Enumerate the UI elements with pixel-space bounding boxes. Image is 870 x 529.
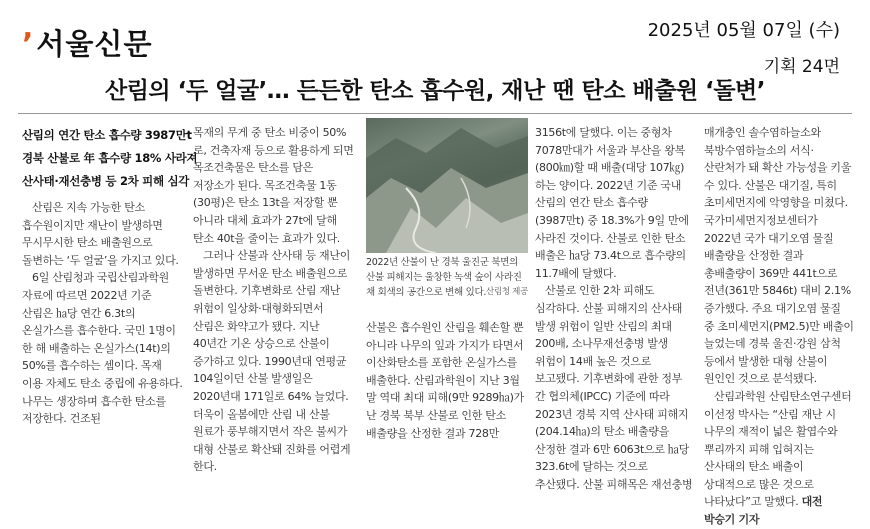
article-column-2	[193, 124, 355, 474]
photo-credit: 산림청 제공	[486, 287, 528, 297]
photo-caption	[366, 255, 528, 300]
burned-mountain-photo-illustration	[366, 118, 528, 253]
lead-summary	[22, 124, 198, 193]
paragraph	[704, 388, 854, 529]
publication-date: 2025년 05월 07일 (수)	[647, 20, 840, 41]
paragraph-text: 산림과학원 산림탄소연구센터 이선정 박사는 “산림 재난 시 나무의 재적이 넓은 활엽수와 뿌리까지 피해 입혀지는 산사태의 탄소 배출이 상대적으로 많은 것으로 나타났다”고 말했다.	[704, 389, 852, 509]
byline: 대전 박승기 기자	[704, 495, 823, 527]
masthead-name: 서울신문	[36, 27, 153, 61]
paragraph: 그러나 산불과 산사태 등 재난이 발생하면 무서운 탄소 배출원으로 돌변한다. 기후변화로 산림 재난 위험이 일상화·대형화되면서 산림은 화약고가 됐다. 지난 40년간 기온 상승으로 산불이 증가하고 있다. 1990년대 연평균 104일이던 산불 발생일은 2020년대 171일로 64% 늘었다. 더욱이 올봄에만 산림 내 산불 원료가 풍부해지면서 작은 불씨가 대형 산불로 확산돼 진화를 어렵게 한다.	[193, 249, 351, 474]
article-column-3	[366, 319, 528, 445]
lead-line: 경북 산불로 年 흡수량 18% 사라져	[22, 151, 198, 165]
article-column-1	[22, 124, 198, 445]
headline-divider	[18, 113, 852, 114]
paragraph: 산불로 인한 2차 피해도 심각하다. 산불 피해지의 산사태 발생 위험이 일반 산림의 최대 200배, 소나무재선충병 발생 위험이 14배 높은 것으로 보고됐다. 기후변화에 관한 정부 간 협의체(IPCC) 기준에 따라 2023년 경북 지역 산사태 피해지(204.14㏊)의 탄소 배출량을 산정한 결과 6만 6063t으로 ㏊당 323.6t에 달하는 것으로 추산됐다. 산불 피해목은 재선충병	[535, 284, 693, 491]
lead-line: 산사태·재선충병 등 2차 피해 심각	[22, 174, 190, 188]
paragraph: 6일 산림청과 국립산림과학원 자료에 따르면 2022년 기준 산림은 ㏊당 연간 6.3t의 온실가스를 흡수한다. 국민 1명이 한 해 배출하는 온실가스(14t)의 50%를 흡수하는 셈이다. 목재 이용 자체도 탄소 중립에 유용하다. 나무는 생장하며 흡수한 탄소를 저장한다. 건조된	[22, 271, 183, 426]
lead-line: 산림의 연간 탄소 흡수량 3987만t	[22, 128, 192, 142]
caption-text: 2022년 산불이 난 경북 울진군 북면의 산불 피해지는 울창한 녹색 숲이 사라진 채 회색의 공간으로 변해 있다.	[366, 257, 522, 298]
paragraph: 3156t에 달했다. 이는 중형차 7078만대가 서울과 부산을 왕복(800㎞)할 때 배출(대당 107㎏)하는 양이다. 2022년 기준 국내 산림의 연간 탄소 흡수량(3987만t) 중 18.3%가 9일 만에 사라진 것이다. 산불로 인한 탄소 배출은 ㏊당 73.4t으로 흡수량의 11.7배에 달했다.	[535, 126, 689, 280]
newspaper-masthead	[22, 22, 152, 63]
paragraph: 산불은 흡수원인 산림을 훼손할 뿐 아니라 나무의 잎과 가지가 타면서 이산화탄소를 포함한 온실가스를 배출한다. 산림과학원이 지난 3월 말 역대 최대 피해(9만 9289㏊)가 난 경북 북부 산불로 인한 탄소 배출량을 산정한 결과 728만	[366, 321, 524, 440]
section-page: 기획 24면	[763, 57, 840, 77]
masthead-mark: ’	[22, 27, 35, 62]
article-headline: 산림의 ‘두 얼굴’… 든든한 탄소 흡수원, 재난 땐 탄소 배출원 ‘돌변’	[105, 78, 765, 104]
article-column-4	[535, 124, 693, 491]
paragraph: 산림은 지속 가능한 탄소 흡수원이지만 재난이 발생하면 무시무시한 탄소 배출원으로 돌변하는 ‘두 얼굴’을 가지고 있다.	[22, 201, 179, 267]
article-photo	[366, 118, 528, 253]
article-column-5	[704, 124, 854, 527]
paragraph: 목재의 무게 중 탄소 비중이 50%로, 건축자재 등으로 활용하게 되면 목조건축물은 탄소를 담은 저장소가 된다. 목조건축물 1동(30평)은 탄소 13t을 저장할 뿐 아니라 대체 효과가 27t에 달해 탄소 40t을 줄이는 효과가 있다.	[193, 126, 354, 245]
paragraph: 매개충인 솔수염하늘소와 북방수염하늘소의 서식·산란처가 돼 확산 가능성을 키울 수 있다. 산불은 대기질, 특히 초미세먼지에 악영향을 미쳤다. 국가미세먼지정보센터가 2022년 국가 대기오염 물질 배출량을 산정한 결과 총배출량이 369만 441t으로 전년(361만 5846t) 대비 2.1% 증가했다. 주요 대기오염 물질 중 초미세먼지(PM2.5)만 배출이 늘었는데 경북 울진·강원 삼척 등에서 발생한 대형 산불이 원인인 것으로 분석됐다.	[704, 126, 854, 386]
